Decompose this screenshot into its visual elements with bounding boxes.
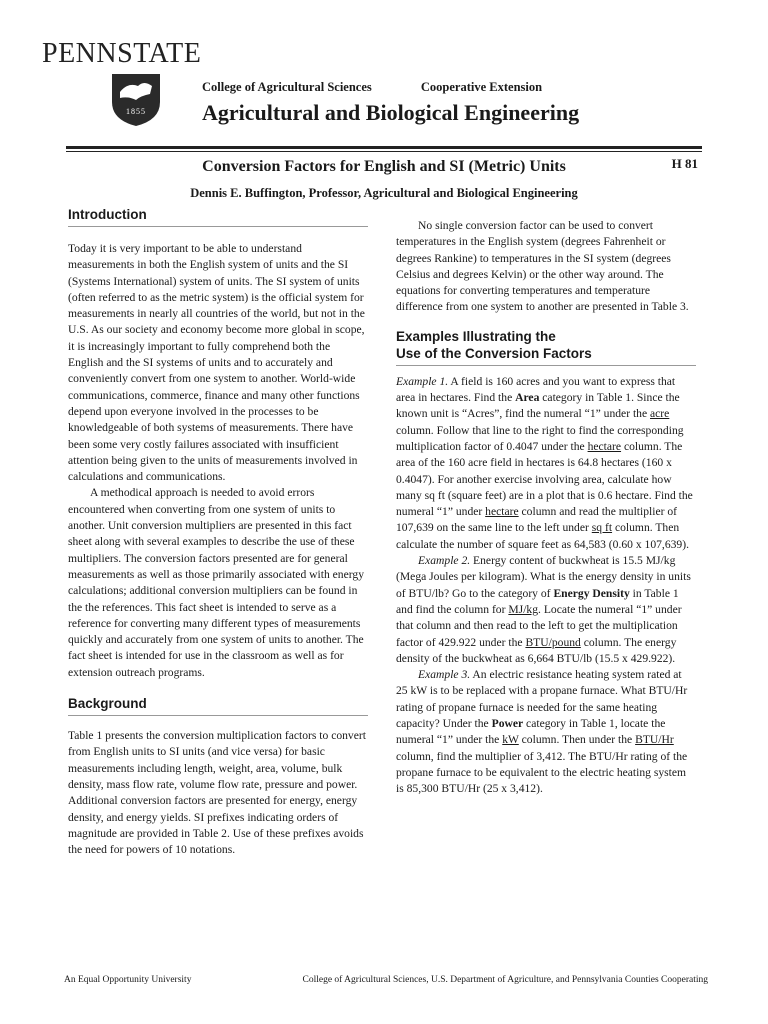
intro-paragraph-2: A methodical approach is needed to avoid errors encountered when converting from one system of units to another. Unit conversion multipliers are presented in this fact sheet along with several examples to describe the use of these multipliers. The conversion factors presented are for general measurements as well as those primarily associated with energy calculations; additional conversion multipliers can be found in the the references. This fact sheet is intended to serve as a reference for converting many different types of measurements quickly and accurately from one system of units to another. The fact sheet is intended for use in the classroom as well as for extension outreach programs.	[68, 486, 364, 679]
temperature-paragraph: No single conversion factor can be used to convert temperatures in the English system (degrees Fahrenheit or degrees Rankine) to temperatures in the SI system (degrees Celsius and degrees Kelvin) or the other way around. The equations for converting temperatures and temperature difference from one system to another are presented in Table 3.	[396, 219, 689, 314]
example-1-paragraph	[396, 374, 696, 553]
examples-heading-line2: Use of the Conversion Factors	[396, 345, 592, 361]
footer-left: An Equal Opportunity University	[64, 975, 192, 985]
mjkg-term: MJ/kg	[508, 602, 539, 616]
header-affiliation	[202, 80, 588, 95]
left-column	[68, 206, 368, 858]
introduction-heading: Introduction	[68, 206, 368, 227]
example-3-text-b: category in Table 1, locate the numeral “1” under the	[396, 717, 666, 747]
example-2-text-a: Energy content of buckwheat is 15.5 MJ/kg (Mega Joules per kilogram). What is the energy density in units of BTU/lb? Go to the category of	[396, 554, 691, 600]
example-2-label: Example 2.	[418, 554, 471, 568]
shield-year: 1855	[126, 107, 146, 116]
document-title: Conversion Factors for English and SI (Metric) Units	[202, 158, 566, 175]
example-1-text-b: category in Table 1. Since the known unit is “Acres”, find the numeral “1” under the	[396, 391, 680, 421]
btu-hr-term: BTU/Hr	[635, 733, 674, 747]
extension-name: Cooperative Extension	[420, 80, 543, 94]
examples-heading-line1: Examples Illustrating the	[396, 328, 556, 344]
examples-heading	[396, 328, 696, 366]
sqft-term: sq ft	[591, 521, 613, 535]
shield-icon	[110, 72, 162, 128]
example-2-text-c: . Locate the numeral “1” under that column and then read to the left to get the multiplication factor of 429.922 under the	[396, 602, 682, 649]
energy-density-term: Energy Density	[553, 586, 630, 600]
example-1-text-f: column. Then calculate the number of square feet as 64,583 (0.60 x 107,639).	[396, 521, 689, 551]
example-1-text-d: column. The area of the 160 acre field in hectares is 64.8 hectares (160 x 0.4047). For another exercise involving area, calculate how many sq ft (square feet) are in a plot that is 0.6 hectare. Find the numeral “1” under	[396, 439, 693, 519]
power-term: Power	[491, 717, 524, 731]
document-code: H 81	[671, 156, 698, 171]
hectare-term-2: hectare	[485, 505, 519, 519]
example-1-text-a: A field is 160 acres and you want to express that area in hectares. Find the	[396, 374, 676, 405]
kw-term: kW	[502, 733, 519, 747]
header-rule-thick	[66, 146, 702, 149]
acre-term: acre	[650, 407, 670, 421]
example-1-text-c: column. Follow that line to the right to find the corresponding multiplication factor of 0.4047 under the	[396, 423, 684, 453]
example-2-text-d: column. The energy density of the buckwheat as 6,664 BTU/lb (15.5 x 429.922).	[396, 635, 677, 665]
area-term: Area	[515, 391, 540, 405]
example-2-text-b: in Table 1 and find the column for	[396, 586, 679, 616]
example-3-text-a: An electric resistance heating system rated at 25 kW is to be replaced with a propane furnace. What BTU/Hr rating of propane furnace is needed for the same heating capacity? Under the	[396, 668, 688, 731]
background-paragraph: Table 1 presents the conversion multiplication factors to convert from English units to SI units (and vice versa) for basic measurements including length, weight, area, volume, bulk density, mass flow rate, volume flow rate, pressure and power. Additional conversion factors are presented for energy, energy density, and energy yields. SI prefixes indicating orders of magnitude are provided in Table 2. Use of these prefixes avoids the need for powers of 10 notations.	[68, 729, 366, 857]
example-3-text-d: column, find the multiplier of 3,412. The BTU/Hr rating of the propane furnace to be equivalent to the electric heating system is 85,300 BTU/Hr (25 x 3,412).	[396, 749, 688, 796]
header-rule-thin	[66, 151, 702, 152]
example-2-paragraph	[396, 553, 696, 667]
pennstate-logo: PENNSTATE	[42, 38, 202, 69]
department-title: Agricultural and Biological Engineering	[202, 100, 580, 125]
college-name: College of Agricultural Sciences	[202, 80, 372, 94]
footer-right: College of Agricultural Sciences, U.S. Department of Agriculture, and Pennsylvania Counties Cooperating	[302, 975, 708, 985]
example-3-label: Example 3.	[418, 668, 471, 682]
example-3-text-c: column. Then under the	[518, 733, 636, 747]
author-line: Dennis E. Buffington, Professor, Agricultural and Biological Engineering	[190, 186, 578, 200]
intro-paragraph-1: Today it is very important to be able to understand measurements in both the English system of units and the SI (Systems International) system of units. The SI system of units (often referred to as the metric system) is the official system for measurements in nearly all countries of the world, but not in the U.S. As our society and economy become more global in scope, it is increasingly important to fully comprehend both the English and the SI systems of units and to accurately and conveniently convert from one system to another. World-wide communications, commerce, finance and many other functions depend upon everyone involved in the processes to be knowledgeable of both systems of measurements. There have been some very costly failures associated with insufficient attention being given to the units of measurements involved in calculations and communications.	[68, 242, 365, 484]
background-heading: Background	[68, 695, 368, 716]
example-1-label: Example 1.	[396, 374, 449, 388]
example-1-text-e: column and read the multiplier of 107,639 on the same line to the left under	[396, 505, 678, 535]
right-column	[396, 218, 696, 798]
example-3-paragraph	[396, 667, 696, 797]
hectare-term: hectare	[587, 439, 622, 453]
page-footer	[64, 975, 708, 985]
btu-pound-term: BTU/pound	[525, 635, 581, 649]
